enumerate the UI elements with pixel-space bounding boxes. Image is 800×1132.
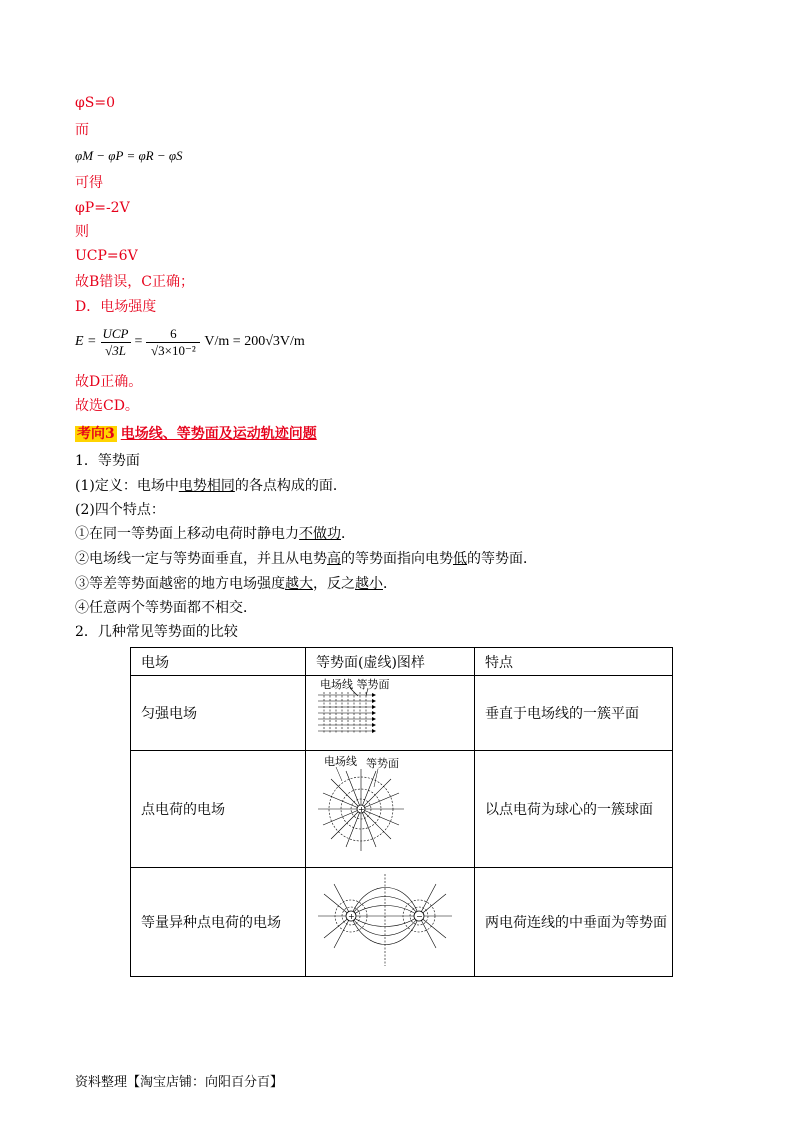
table-row: [131, 868, 673, 977]
footer-note: 资料整理【淘宝店铺：向阳百分百】: [75, 1075, 284, 1090]
feature-dipole: 两电荷连线的中垂面为等势面: [475, 868, 673, 977]
er-line: 而: [75, 122, 89, 138]
paragraph-four-features: (2)四个特点：: [75, 502, 165, 518]
point-charge-label-surfaces: 等势面: [366, 757, 399, 770]
table-row: [131, 751, 673, 868]
svg-text:−: −: [416, 912, 423, 921]
dipole-diagram: [306, 868, 474, 972]
ze-line: 则: [75, 224, 89, 240]
uniform-field-figure-cell: [306, 676, 475, 751]
phi-p-line: φP=-2V: [75, 200, 130, 216]
svg-text:+: +: [348, 912, 355, 921]
paragraph-definition: (1)定义：电场中电势相同的各点构成的面．: [75, 478, 347, 494]
feature-1: ①在同一等势面上移动电荷时静电力不做功．: [75, 526, 355, 542]
dipole-figure-cell: [306, 868, 475, 977]
section-title: 电场线、等势面及运动轨迹问题: [120, 426, 317, 442]
feature-3: ③等差等势面越密的地方电场强度越大，反之越小．: [75, 576, 397, 592]
d-label: D．电场强度: [75, 299, 157, 315]
fraction-2-numerator: 6: [146, 326, 200, 343]
conclusion-d: 故D正确。: [75, 374, 143, 390]
feature-4: ④任意两个等势面都不相交．: [75, 600, 257, 616]
equation-field-strength: E = UCP √3L = $\frac{6}{\text{√3×10⁻²}}$ V/m = 200√3V/m: [75, 325, 305, 358]
point-charge-label-lines: 电场线: [324, 755, 357, 768]
paragraph-equipotential: 1．等势面: [75, 453, 140, 469]
svg-text:+: +: [358, 805, 365, 814]
feature-2: ②电场线一定与等势面垂直，并且从电势高的等势面指向电势低的等势面．: [75, 551, 537, 567]
eq-rhs: V/m = 200√3V/m: [204, 334, 305, 349]
fraction-1-denominator: √3L: [105, 342, 126, 358]
section-tag: 考向3: [77, 426, 115, 442]
fraction-1-numerator: UCP: [102, 325, 129, 341]
uniform-field-diagram: [306, 676, 474, 746]
conclusion-bc: 故B错误，C正确；: [75, 274, 194, 290]
fraction-2: [146, 326, 200, 359]
u-cp-line: UCP=6V: [75, 248, 138, 264]
table-row: [131, 676, 673, 751]
feature-point-charge: 以点电荷为球心的一簇球面: [475, 751, 673, 868]
header-pattern: 等势面(虚线)图样: [306, 648, 475, 676]
section-heading: [75, 425, 317, 443]
kede-line: 可得: [75, 175, 103, 191]
comparison-table: [130, 647, 673, 977]
table-header-row: [131, 648, 673, 676]
point-charge-figure-cell: [306, 751, 475, 868]
eq-lhs: E =: [75, 334, 97, 349]
fraction-2-denominator: √3×10⁻²: [151, 342, 196, 358]
equation-potential: φM − φP = φR − φS: [75, 148, 183, 163]
phi-s-line: φS=0: [75, 95, 116, 111]
paragraph-comparison: 2．几种常见等势面的比较: [75, 624, 238, 640]
row-point-charge-field: 点电荷的电场: [131, 751, 306, 868]
feature-uniform-field: 垂直于电场线的一簇平面: [475, 676, 673, 751]
fraction-1: [101, 326, 131, 359]
header-field: 电场: [131, 648, 306, 676]
row-uniform-field: 匀强电场: [131, 676, 306, 751]
row-dipole-field: 等量异种点电荷的电场: [131, 868, 306, 977]
header-feature: 特点: [475, 648, 673, 676]
uniform-field-label: 电场线 等势面: [320, 678, 390, 691]
answer-line: 故选CD。: [75, 398, 139, 414]
point-charge-diagram: [306, 751, 474, 863]
